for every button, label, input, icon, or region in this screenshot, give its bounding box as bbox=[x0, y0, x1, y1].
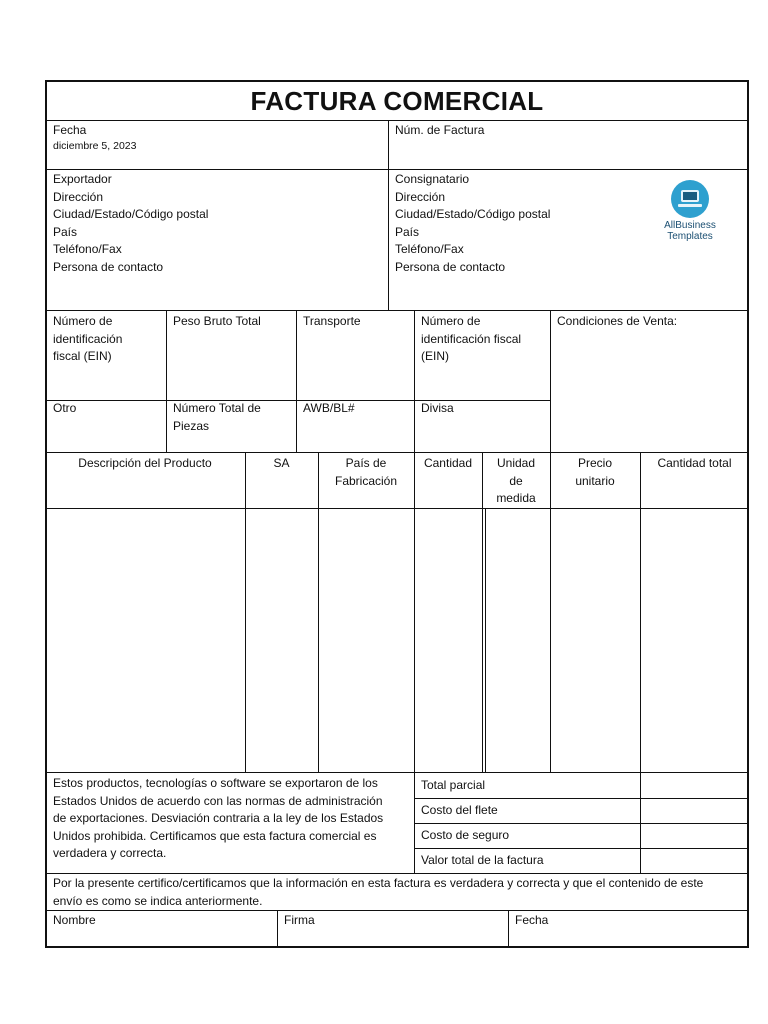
export-statement: Estos productos, tecnologías o software se exportaron de los Estados Unidos de acuerdo con las normas de administración de exportaciones. Desviación contraria a la ley de los Estados Unidos prohibida. Certificamos que esta factura comercial es verdadera y correcta. bbox=[53, 776, 384, 860]
col-header-unit: Unidad de medida bbox=[496, 456, 536, 505]
insurance-cost-label: Costo de seguro bbox=[421, 828, 510, 842]
consignee-block[interactable]: Consignatario Dirección Ciudad/Estado/Código postal País Teléfono/Fax Persona de contacto bbox=[395, 172, 551, 274]
allbusiness-logo bbox=[660, 180, 720, 242]
col-header-description: Descripción del Producto bbox=[78, 456, 212, 470]
invoice-number-label: Núm. de Factura bbox=[395, 123, 485, 137]
laptop-icon bbox=[671, 180, 709, 218]
invoice-title: FACTURA COMERCIAL bbox=[250, 86, 544, 116]
col-header-quantity: Cantidad bbox=[423, 456, 473, 470]
signature-label: Firma bbox=[284, 913, 315, 927]
gross-weight-label: Peso Bruto Total bbox=[173, 314, 261, 328]
other-label: Otro bbox=[53, 401, 77, 415]
date-label: Fecha bbox=[53, 123, 87, 137]
date-value[interactable]: diciembre 5, 2023 bbox=[53, 140, 137, 152]
exporter-block[interactable]: Exportador Dirección Ciudad/Estado/Código postal País Teléfono/Fax Persona de contacto bbox=[53, 172, 209, 274]
awb-label: AWB/BL# bbox=[303, 401, 355, 415]
col-header-sa: SA bbox=[273, 456, 290, 470]
total-pieces-label: Número Total de Piezas bbox=[173, 401, 261, 433]
name-label: Nombre bbox=[53, 913, 96, 927]
currency-label: Divisa bbox=[421, 401, 454, 415]
signature-date-label: Fecha bbox=[515, 913, 549, 927]
subtotal-label: Total parcial bbox=[421, 778, 486, 792]
certification-statement: Por la presente certifico/certificamos que la información en esta factura es verdadera y correcta y que el contenido de este envío es como se indica anteriormente. bbox=[53, 876, 704, 908]
ein-left-label: Número de identificación fiscal (EIN) bbox=[53, 314, 123, 363]
ein-right-label: Número de identificación fiscal (EIN) bbox=[421, 314, 522, 363]
invoice-total-label: Valor total de la factura bbox=[421, 853, 544, 867]
col-header-unit-price: Precio unitario bbox=[575, 456, 615, 488]
col-header-origin: País de Fabricación bbox=[334, 456, 398, 488]
sale-terms-label: Condiciones de Venta: bbox=[557, 314, 678, 328]
freight-cost-label: Costo del flete bbox=[421, 803, 498, 817]
logo-text: AllBusiness Templates bbox=[664, 220, 716, 242]
transport-label: Transporte bbox=[303, 314, 361, 328]
col-header-total: Cantidad total bbox=[657, 456, 732, 470]
